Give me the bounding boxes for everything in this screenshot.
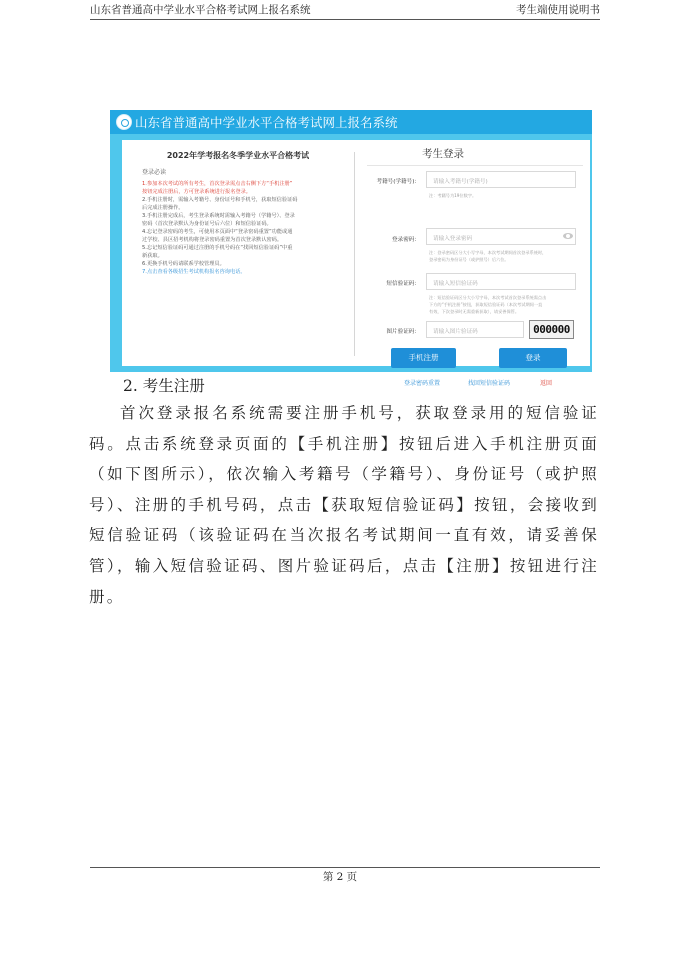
notice-line: 1.参加本次考试的所有考生，首次登录需点击右侧下方“手机注册” <box>142 181 293 187</box>
notice-line: 4.忘记登录密码的考生，可使用本页面中“登录密码重置”功能或通 <box>142 229 293 235</box>
header-doc-name: 考生端使用说明书 <box>516 4 600 16</box>
section-heading: 2. 考生注册 <box>123 377 205 395</box>
kaoji-note: 注：考籍号为19位数字。 <box>429 193 477 198</box>
notice-line: 2.手机注册时，需输入考籍号、身份证号和手机号，获取短信验证码 <box>142 197 298 203</box>
notice-line: 3.手机注册完成后，考生登录系统时需输入考籍号（学籍号）、登录 <box>142 213 295 219</box>
password-note: 登录密码为身份证号（或护照号）后六位。 <box>429 257 509 262</box>
footer-rule <box>90 867 600 868</box>
system-title: 山东省普通高中学业水平合格考试网上报名系统 <box>135 115 398 130</box>
find-sms-code-link[interactable]: 找回短信验证码 <box>468 380 511 387</box>
kaoji-input[interactable]: 请输入考籍号(学籍号) <box>426 171 576 188</box>
page-header <box>90 0 600 20</box>
sms-note: 下方的“手机注册”按钮，获取短信验证码（本次考试期间一直 <box>429 302 543 307</box>
notice-title: 2022年学考报名冬季学业水平合格考试 <box>166 151 310 160</box>
back-link[interactable]: 返回 <box>540 380 553 387</box>
image-code-input[interactable]: 请输入图片验证码 <box>426 321 524 338</box>
sms-input[interactable]: 请输入短信验证码 <box>426 273 576 290</box>
notice-line: 6.更换手机号码请联系学校管理员。 <box>142 261 225 267</box>
register-button[interactable]: 手机注册 <box>391 348 456 368</box>
password-input[interactable]: 请输入登录密码 <box>426 228 576 245</box>
notice-line: 按钮完成注册后，方可登录系统进行报名登录。 <box>142 189 251 195</box>
header-title: 山东省普通高中学业水平合格考试网上报名系统 <box>90 4 311 16</box>
sms-note: 有效，下次登录时无需重新获取），请妥善保管。 <box>429 309 520 314</box>
notice-line: 过学校、县区招考机构将登录密码重置为首次登录默认密码。 <box>142 237 283 243</box>
login-title-rule <box>367 165 583 166</box>
notice-line: 新获取。 <box>142 253 163 259</box>
password-label: 登录密码： <box>392 237 420 243</box>
sms-label: 短信验证码： <box>386 281 420 287</box>
notice-line: 密码（首次登录默认为身份证号后六位）和短信验证码。 <box>142 221 272 227</box>
page-number: 第 2 页 <box>322 871 358 883</box>
body-paragraph: 首次登录报名系统需要注册手机号，获取登录用的短信验证码。点击系统登录页面的【手机注册】按钮后进入手机注册页面（如下图所示），依次输入考籍号（学籍号）、身份证号（或护照号）、注册的手机号码，点击【获取短信验证码】按钮，会接收到短信验证码（该验证码在当次报名考试期间一直有效，请妥善保管），输入短信验证码、图片验证码后，点击【注册】按钮进行注册。 <box>89 404 599 606</box>
notice-subtitle: 登录必读 <box>142 169 167 176</box>
sms-note: 注：短信验证码区分大小写字母，本次考试首次登录系统需点击 <box>429 295 547 300</box>
login-title: 考生登录 <box>422 148 464 160</box>
notice-line-link[interactable]: 7.点击查看各级招生考试机构报名咨询电话。 <box>142 269 246 275</box>
captcha-image[interactable]: 000000 <box>529 320 574 339</box>
system-topbar <box>110 110 592 134</box>
password-note: 注：登录密码区分大小写字母，本次考试期间首次登录系统时， <box>429 250 547 255</box>
login-button[interactable]: 登录 <box>499 348 567 368</box>
notice-line: 5.忘记短信验证码可通过注册的手机号码在“找回短信验证码”中重 <box>142 245 293 251</box>
image-code-label: 图片验证码： <box>386 329 420 335</box>
eye-icon[interactable] <box>563 233 573 239</box>
panel-divider <box>354 152 355 356</box>
notice-line: 后完成注册操作。 <box>142 205 184 211</box>
logo-icon <box>116 114 132 130</box>
reset-password-link[interactable]: 登录密码重置 <box>404 380 441 387</box>
kaoji-label: 考籍号(学籍号)： <box>376 179 420 185</box>
